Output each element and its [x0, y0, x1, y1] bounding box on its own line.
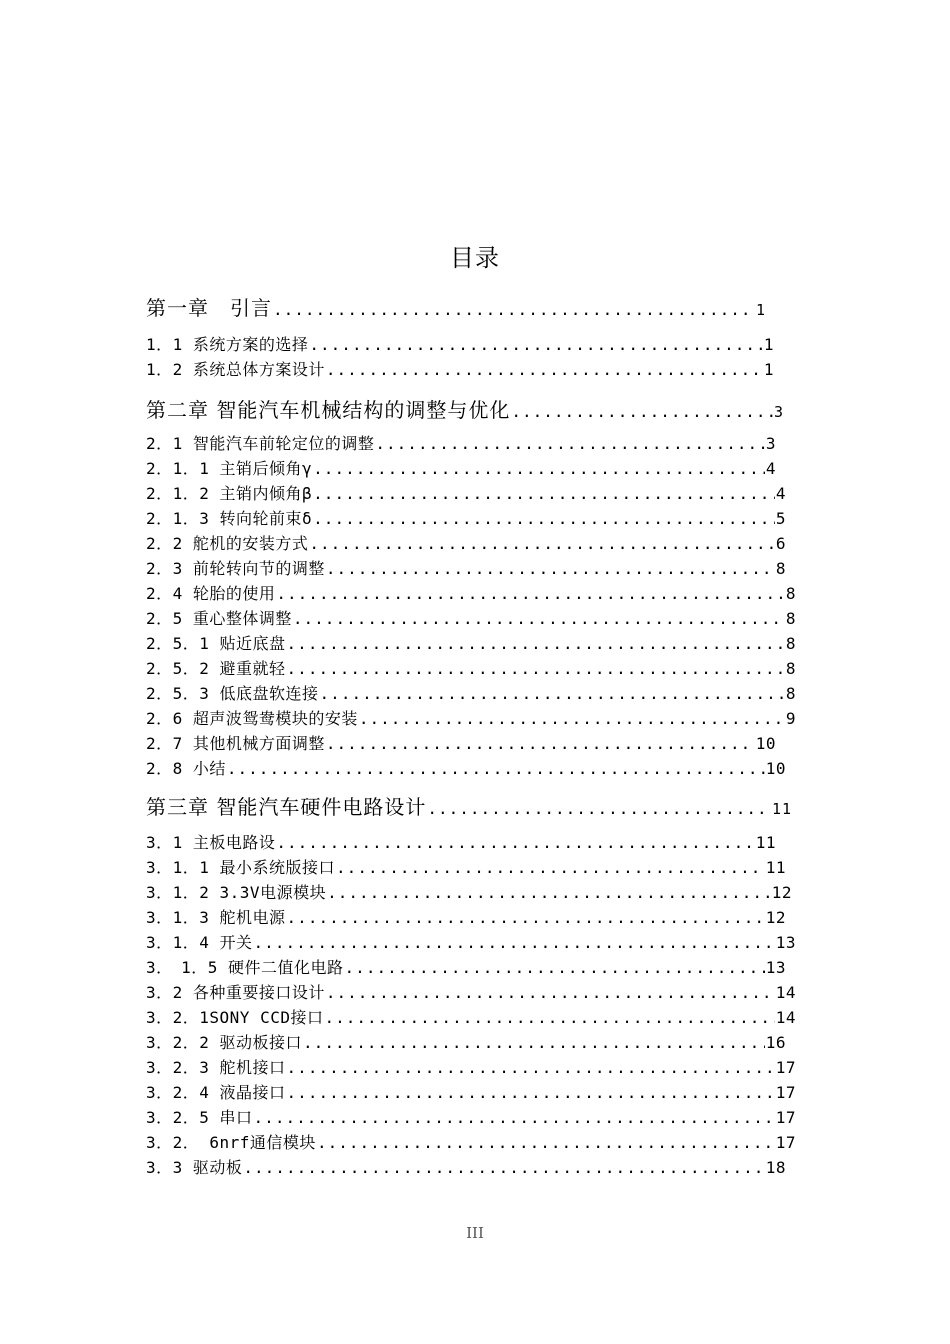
dot-leader [336, 858, 765, 877]
toc-entry-label: 2．5．1 贴近底盘 [146, 634, 286, 653]
toc-entry-page: 8 [785, 584, 796, 603]
toc-entry-label: 2．8 小结 [146, 759, 226, 778]
toc-entry-page: 17 [775, 1108, 796, 1127]
toc-chapter-entry[interactable] [146, 791, 792, 820]
toc-entry-label: 2．4 轮胎的使用 [146, 584, 276, 603]
toc-entry-label: 2．1．3 转向轮前束δ [146, 509, 313, 528]
toc-entry-page: 12 [771, 883, 792, 902]
toc-section-entry[interactable] [146, 905, 786, 928]
toc-entry-label: 3．1．4 开关 [146, 933, 253, 952]
dot-leader [309, 534, 774, 553]
toc-entry-label: 2．5．2 避重就轻 [146, 659, 286, 678]
toc-entry-page: 6 [775, 534, 786, 553]
toc-section-entry[interactable] [146, 656, 796, 679]
dot-leader [313, 459, 765, 478]
toc-entry-page: 10 [765, 759, 786, 778]
dot-leader [511, 402, 773, 421]
toc-entry-page: 9 [785, 709, 796, 728]
toc-entry-label: 3．2．2 驱动板接口 [146, 1033, 303, 1052]
dot-leader [287, 908, 765, 927]
dot-leader [375, 434, 764, 453]
toc-entry-page: 1 [755, 301, 766, 319]
toc-entry-page: 4 [775, 484, 786, 503]
toc-entry-page: 17 [775, 1133, 796, 1152]
dot-leader [303, 1033, 765, 1052]
dot-leader [427, 799, 771, 818]
toc-section-entry[interactable] [146, 1130, 796, 1153]
dot-leader [324, 1008, 774, 1027]
toc-entry-page: 13 [775, 933, 796, 952]
toc-entry-page: 17 [775, 1058, 796, 1077]
toc-section-entry[interactable] [146, 606, 796, 629]
toc-entry-page: 8 [785, 659, 796, 678]
toc-section-entry[interactable] [146, 1080, 796, 1103]
toc-section-entry[interactable] [146, 1105, 796, 1128]
toc-section-entry[interactable] [146, 855, 786, 878]
toc-section-entry[interactable] [146, 756, 786, 779]
dot-leader [254, 1108, 775, 1127]
toc-entry-page: 11 [771, 800, 792, 818]
toc-section-entry[interactable] [146, 506, 786, 529]
dot-leader [227, 759, 765, 778]
toc-entry-page: 8 [785, 684, 796, 703]
toc-section-entry[interactable] [146, 481, 786, 504]
dot-leader [293, 609, 785, 628]
dot-leader [254, 933, 775, 952]
toc-entry-page: 10 [755, 734, 776, 753]
dot-leader [326, 360, 763, 379]
toc-entry-label: 第三章 智能汽车硬件电路设计 [146, 795, 427, 819]
toc-section-entry[interactable] [146, 332, 774, 355]
toc-entry-label: 3． 1．5 硬件二值化电路 [146, 958, 344, 977]
dot-leader [326, 559, 775, 578]
toc-section-entry[interactable] [146, 357, 774, 380]
toc-section-entry[interactable] [146, 880, 792, 903]
toc-section-entry[interactable] [146, 706, 796, 729]
toc-entry-label: 第一章 引言 [146, 296, 272, 320]
dot-leader [287, 1058, 775, 1077]
toc-entry-label: 2．1．1 主销后倾角γ [146, 459, 313, 478]
toc-section-entry[interactable] [146, 1155, 786, 1178]
dot-leader [327, 883, 771, 902]
toc-section-entry[interactable] [146, 456, 776, 479]
toc-entry-page: 14 [775, 1008, 796, 1027]
dot-leader [287, 1083, 775, 1102]
toc-chapter-entry[interactable] [146, 292, 766, 321]
toc-entry-label: 2．2 舵机的安装方式 [146, 534, 309, 553]
toc-entry-page: 8 [785, 609, 796, 628]
toc-entry-page: 8 [775, 559, 786, 578]
toc-entry-page: 8 [785, 634, 796, 653]
toc-section-entry[interactable] [146, 581, 796, 604]
toc-entry-page: 14 [775, 983, 796, 1002]
dot-leader [317, 1133, 775, 1152]
toc-entry-page: 12 [765, 908, 786, 927]
toc-entry-label: 3．1．1 最小系统版接口 [146, 858, 336, 877]
toc-section-entry[interactable] [146, 731, 776, 754]
toc-entry-label: 3．2 各种重要接口设计 [146, 983, 325, 1002]
toc-entry-page: 13 [765, 958, 786, 977]
dot-leader [287, 634, 785, 653]
toc-section-entry[interactable] [146, 431, 776, 454]
toc-section-entry[interactable] [146, 556, 786, 579]
dot-leader [326, 734, 755, 753]
toc-entry-label: 1．2 系统总体方案设计 [146, 360, 325, 379]
toc-entry-page: 17 [775, 1083, 796, 1102]
dot-leader [313, 509, 775, 528]
toc-entry-label: 3．2．3 舵机接口 [146, 1058, 286, 1077]
toc-entry-label: 3．2． 6nrf通信模块 [146, 1133, 316, 1152]
toc-entry-page: 16 [765, 1033, 786, 1052]
toc-entry-label: 2．1 智能汽车前轮定位的调整 [146, 434, 375, 453]
toc-entry-label: 第二章 智能汽车机械结构的调整与优化 [146, 398, 511, 422]
toc-entry-label: 2．7 其他机械方面调整 [146, 734, 325, 753]
toc-entry-label: 1．1 系统方案的选择 [146, 335, 309, 354]
toc-entry-label: 2．5 重心整体调整 [146, 609, 292, 628]
toc-entry-page: 11 [765, 858, 786, 877]
toc-entry-page: 1 [763, 360, 774, 379]
toc-entry-label: 2．1．2 主销内倾角β [146, 484, 313, 503]
toc-entry-page: 3 [773, 403, 784, 421]
toc-section-entry[interactable] [146, 930, 796, 953]
dot-leader [309, 335, 762, 354]
toc-chapter-entry[interactable] [146, 394, 784, 423]
dot-leader [359, 709, 785, 728]
toc-section-entry[interactable] [146, 1030, 786, 1053]
toc-entry-label: 3．1．3 舵机电源 [146, 908, 286, 927]
dot-leader [243, 1158, 764, 1177]
toc-entry-page: 5 [775, 509, 786, 528]
toc-entry-label: 2．3 前轮转向节的调整 [146, 559, 325, 578]
toc-section-entry[interactable] [146, 1005, 796, 1028]
toc-section-entry[interactable] [146, 980, 796, 1003]
dot-leader [345, 958, 765, 977]
dot-leader [326, 983, 775, 1002]
toc-entry-page: 4 [765, 459, 776, 478]
dot-leader [276, 833, 754, 852]
toc-entry-label: 3．2．1SONY CCD接口 [146, 1008, 324, 1027]
dot-leader [276, 584, 784, 603]
dot-leader [320, 684, 785, 703]
toc-entry-label: 3．3 驱动板 [146, 1158, 243, 1177]
page-number-footer: III [466, 1224, 484, 1242]
dot-leader [313, 484, 775, 503]
dot-leader [287, 659, 785, 678]
toc-section-entry[interactable] [146, 1055, 796, 1078]
toc-entry-label: 3．2．5 串口 [146, 1108, 253, 1127]
toc-section-entry[interactable] [146, 955, 786, 978]
toc-entry-page: 3 [765, 434, 776, 453]
toc-section-entry[interactable] [146, 531, 786, 554]
toc-entry-page: 18 [765, 1158, 786, 1177]
toc-section-entry[interactable] [146, 681, 796, 704]
dot-leader [273, 300, 755, 319]
toc-entry-page: 1 [763, 335, 774, 354]
toc-entry-label: 3．2．4 液晶接口 [146, 1083, 286, 1102]
toc-section-entry[interactable] [146, 830, 776, 853]
toc-entry-label: 2．5．3 低底盘软连接 [146, 684, 319, 703]
toc-entry-page: 11 [755, 833, 776, 852]
toc-entry-label: 3．1．2 3.3V电源模块 [146, 883, 327, 902]
page-title: 目录 [450, 244, 500, 272]
toc-section-entry[interactable] [146, 631, 796, 654]
toc-entry-label: 3．1 主板电路设 [146, 833, 276, 852]
toc-entry-label: 2．6 超声波鸳鸯模块的安装 [146, 709, 358, 728]
